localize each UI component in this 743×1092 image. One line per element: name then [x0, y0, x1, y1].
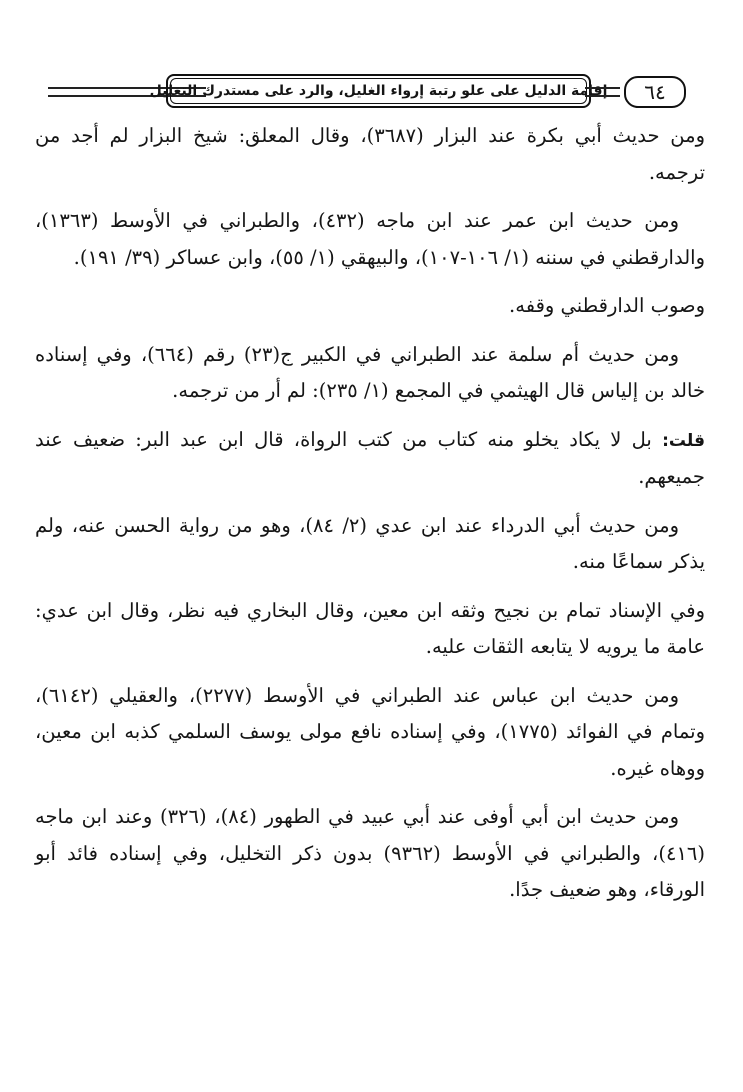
paragraph-ibn-abbas	[35, 678, 705, 788]
paragraph-qultu	[35, 422, 705, 496]
paragraph-text: ومن حديث أبي بكرة عند البزار (٣٦٨٧)، وقال المعلق: شيخ البزار لم أجد من ترجمه.	[35, 124, 706, 184]
paragraph-daraqutni	[35, 288, 705, 325]
paragraph-abu-bakra	[35, 118, 705, 191]
paragraph-umm-salama	[35, 337, 705, 410]
paragraph-text: ومن حديث ابن عباس عند الطبراني في الأوسط (٢٢٧٧)، والعقيلي (٦١٤٢)، وتمام في الفوائد (١٧٧٥)، وفي إسناده نافع مولى يوسف السلمي كذبه ابن معين، ووهاه غيره.	[35, 683, 705, 780]
page-header	[38, 72, 708, 122]
paragraph-ibn-abi-awfa	[35, 799, 705, 909]
paragraph-text: ومن حديث ابن أبي أوفى عند أبي عبيد في الطهور (٨٤)، (٣٢٦) وعند ابن ماجه (٤١٦)، والطبراني في الأوسط (٩٣٦٢) بدون ذكر التخليل، وفي إسناده فائد أبو الورقاء، وهو ضعيف جدًا.	[35, 805, 705, 901]
paragraph-text: ومن حديث أبي الدرداء عند ابن عدي (٢/ ٨٤)، وهو من رواية الحسن عنه، ولم يذكر سماعًا منه.	[35, 513, 705, 573]
qultu-label: قلت:	[662, 430, 705, 451]
page-body	[35, 118, 705, 921]
paragraph-text: بل لا يكاد يخلو منه كتاب من كتب الرواة، قال ابن عبد البر: ضعيف عند جميعهم.	[35, 427, 705, 488]
paragraph-abu-darda	[35, 508, 705, 581]
paragraph-ibn-umar	[35, 203, 705, 276]
page-number: ٦٤	[624, 76, 686, 108]
header-rule-right	[585, 87, 620, 97]
paragraph-text: وفي الإسناد تمام بن نجيح وثقه ابن معين، وقال البخاري فيه نظر، وقال ابن عدي: عامة ما يرويه لا يتابعه الثقات عليه.	[35, 598, 705, 658]
paragraph-tammam	[35, 593, 705, 666]
paragraph-text: ومن حديث أم سلمة عند الطبراني في الكبير ج(٢٣) رقم (٦٦٤)، وفي إسناده خالد بن إلياس قال الهيثمي في المجمع (١/ ٢٣٥): لم أر من ترجمه.	[35, 342, 705, 402]
running-title: إقامة الدليل على علو رتبة إرواء الغليل، والرد على مستدرك التعليل	[170, 78, 587, 104]
running-title-frame	[149, 74, 608, 108]
paragraph-text: ومن حديث ابن عمر عند ابن ماجه (٤٣٢)، والطبراني في الأوسط (١٣٦٣)، والدارقطني في سننه (١/ ١٠٦-١٠٧)، والبيهقي (١/ ٥٥)، وابن عساكر (٣٩/ ١٩١).	[35, 209, 705, 269]
paragraph-text: وصوب الدارقطني وقفه.	[509, 294, 705, 317]
